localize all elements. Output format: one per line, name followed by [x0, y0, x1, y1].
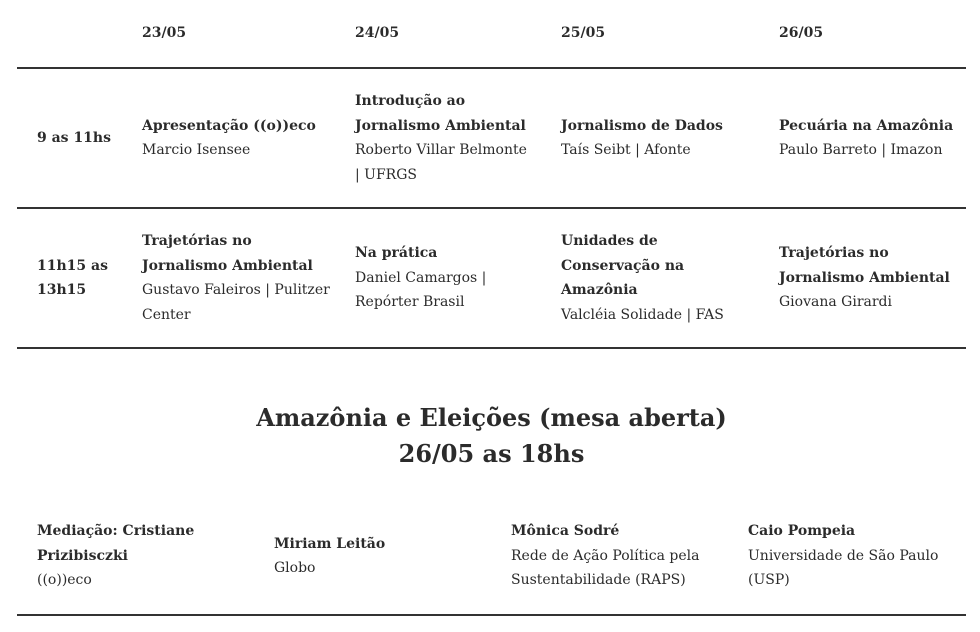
panelist-name: Mônica Sodré [511, 523, 620, 540]
date-header: 26/05 [779, 25, 824, 42]
panelist-name: Miriam Leitão [274, 535, 386, 552]
session-title: Na prática [355, 245, 438, 262]
table-header-row [17, 0, 966, 69]
session-speaker: Giovana Girardi [779, 294, 892, 311]
session-title: Unidades de Conservação na Amazônia [561, 233, 685, 298]
schedule-table [17, 0, 966, 349]
table-row [17, 69, 966, 209]
session-cell [142, 69, 337, 207]
panelist-org: ((o))eco [37, 572, 92, 589]
panelist-org: Globo [274, 560, 316, 576]
time-slot: 9 as 11hs [37, 129, 111, 146]
panelists-row [17, 520, 966, 616]
panelist-org: Universidade de São Paulo (USP) [748, 547, 939, 589]
panelist-org: Rede de Ação Política pela Sustentabilidade (RAPS) [511, 547, 700, 589]
session-speaker: Marcio Isensee [142, 142, 251, 158]
panel-heading [17, 400, 966, 472]
panelist [748, 520, 963, 592]
time-slot: 11h15 as 13h15 [37, 257, 108, 298]
session-title: Trajetórias no Jornalismo Ambiental [142, 233, 313, 274]
panelist-name: Mediação: Cristiane Prizibisczki [37, 523, 195, 564]
session-speaker: Taís Seibt | Afonte [561, 142, 691, 158]
session-speaker: Paulo Barreto | Imazon [779, 142, 943, 158]
session-speaker: Gustavo Faleiros | Pulitzer Center [142, 282, 330, 323]
session-speaker: Valcléia Solidade | FAS [561, 306, 724, 323]
session-title: Apresentação ((o))eco [142, 117, 316, 134]
panel-title: Amazônia e Eleições (mesa aberta) [256, 403, 727, 432]
session-cell [779, 69, 964, 207]
panelist [511, 520, 731, 592]
session-cell [355, 69, 535, 207]
panel-datetime: 26/05 as 18hs [398, 439, 585, 468]
panelist [274, 520, 494, 592]
date-header: 23/05 [142, 25, 187, 42]
session-title: Trajetórias no Jornalismo Ambiental [779, 245, 950, 286]
session-cell [779, 209, 964, 347]
table-row [17, 209, 966, 349]
panelist-name: Caio Pompeia [748, 523, 856, 540]
session-speaker: Daniel Camargos | Repórter Brasil [355, 269, 487, 311]
date-header: 24/05 [355, 25, 400, 42]
session-title: Pecuária na Amazônia [779, 117, 954, 134]
session-speaker: Roberto Villar Belmonte | UFRGS [355, 142, 527, 183]
session-cell [561, 69, 761, 207]
panelist [37, 520, 257, 592]
session-cell [561, 209, 761, 347]
session-title: Introdução ao Jornalismo Ambiental [355, 93, 526, 134]
date-header: 25/05 [561, 25, 606, 42]
session-title: Jornalismo de Dados [561, 117, 723, 134]
session-cell [142, 209, 337, 347]
session-cell [355, 209, 535, 347]
